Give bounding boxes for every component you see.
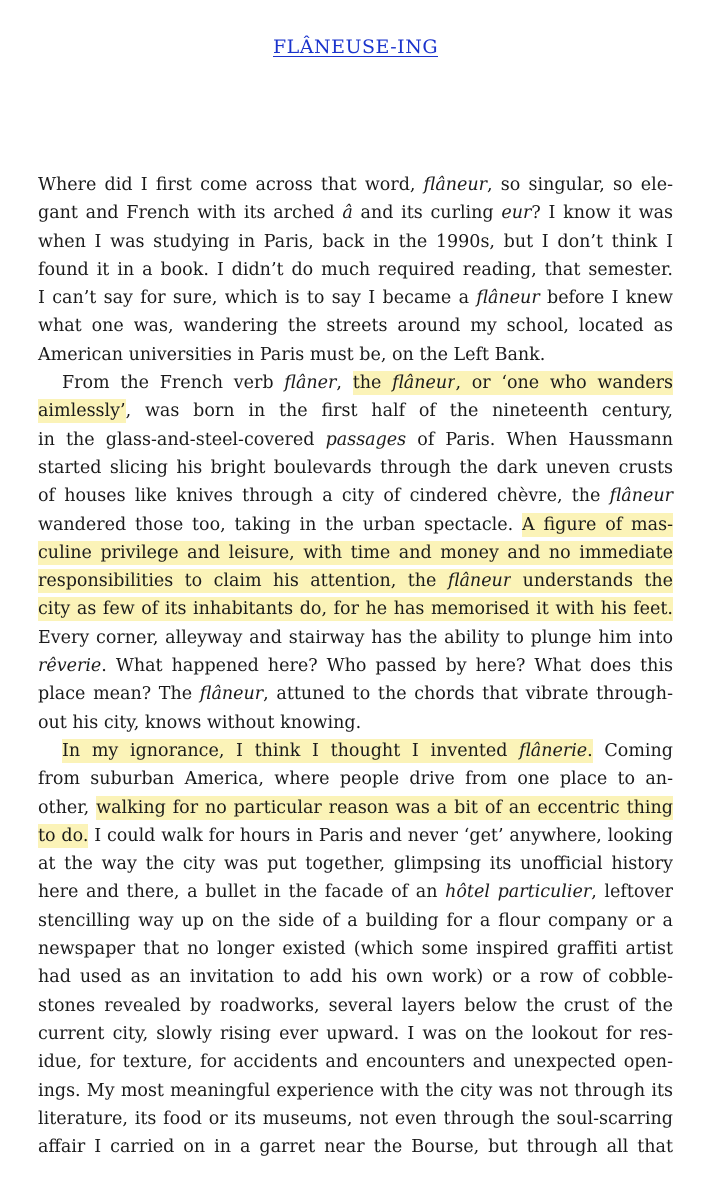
text-line (38, 709, 673, 737)
highlighted-text[interactable]: responsibilities to claim his attention, the (38, 571, 448, 592)
text-line (38, 511, 673, 539)
text-line (38, 1133, 673, 1161)
text-segment: From the French verb (62, 373, 285, 394)
text-segment: wandered those too, taking in the urban spectacle. (38, 514, 523, 535)
text-line (38, 680, 673, 708)
text-line (38, 341, 673, 369)
text-segment: and its curling (352, 203, 502, 224)
text-segment: started slicing his bright boulevards through the dark uneven crusts (38, 457, 673, 478)
text-line (38, 312, 673, 340)
highlighted-text[interactable]: . (587, 740, 593, 761)
highlighted-text[interactable]: A figure of mas- (522, 514, 673, 535)
text-line (38, 963, 673, 991)
text-segment: I can’t say for sure, which is to say I became a (38, 288, 477, 309)
text-line (38, 369, 673, 397)
text-segment: I could walk for hours in Paris and never ‘get’ anywhere, looking (88, 825, 674, 846)
text-segment: at the way the city was put together, glimpsing its unofficial history (38, 854, 673, 875)
italic-text: â (342, 203, 353, 224)
text-line (38, 737, 673, 765)
text-segment: when I was studying in Paris, back in the 1990s, but I don’t think I (38, 231, 673, 252)
highlighted-text[interactable]: understands the (511, 571, 673, 592)
text-segment: stones revealed by roadworks, several layers below the crust of the (38, 995, 673, 1016)
highlighted-text[interactable]: In my ignorance, I think I thought I invented (62, 740, 520, 761)
text-line (38, 539, 673, 567)
text-line (38, 284, 673, 312)
text-segment: . What happened here? Who passed by here? What does this (101, 656, 673, 677)
text-segment: in the glass-and-steel-covered (38, 429, 326, 450)
text-segment: affair I carried on in a garret near the Bourse, but through all that (38, 1137, 673, 1158)
text-line (38, 1020, 673, 1048)
highlighted-italic-text[interactable]: flânerie (519, 740, 588, 761)
text-segment: current city, slowly rising ever upward. I was on the lookout for res- (38, 1023, 673, 1044)
text-line (38, 624, 673, 652)
italic-text: flâneur (199, 684, 264, 705)
text-segment: , (336, 373, 353, 394)
text-segment: American universities in Paris must be, on the Left Bank. (38, 344, 546, 365)
text-segment: found it in a book. I didn’t do much required reading, that semester. (38, 259, 673, 280)
text-line (38, 1077, 673, 1105)
highlighted-italic-text[interactable]: flâneur (392, 373, 456, 394)
text-segment: gant and French with its arched (38, 203, 343, 224)
text-line (38, 878, 673, 906)
text-segment: , was born in the first half of the nineteenth century, (125, 401, 673, 422)
highlighted-text[interactable]: , or ‘one who wanders (455, 373, 673, 394)
highlighted-text[interactable]: walking for no particular reason was a bit of an eccentric thing (96, 797, 674, 818)
text-segment: of houses like knives through a city of cindered chèvre, the (38, 486, 610, 507)
text-segment: Every corner, alleyway and stairway has the ability to plunge him into (38, 627, 673, 648)
text-segment: of Paris. When Haussmann (406, 429, 673, 450)
italic-text: eur (501, 203, 532, 224)
text-line (38, 397, 673, 425)
text-line (38, 482, 673, 510)
text-line (38, 454, 673, 482)
highlighted-text[interactable]: the (352, 373, 393, 394)
text-segment: literature, its food or its museums, not even through the soul-scarring (38, 1108, 673, 1129)
highlighted-italic-text[interactable]: flâneur (447, 571, 512, 592)
italic-text: flâner (284, 373, 337, 394)
italic-text: flâneur (423, 175, 488, 195)
text-segment: , so singular, so ele- (487, 175, 673, 195)
text-line (38, 1048, 673, 1076)
text-line (38, 228, 673, 256)
chapter-title-text[interactable]: FLÂNEUSE-ING (273, 36, 438, 58)
text-line (38, 171, 673, 199)
text-line (38, 567, 673, 595)
text-line (38, 935, 673, 963)
text-line (38, 794, 673, 822)
text-segment: here and there, a bullet in the facade of an (38, 882, 446, 903)
text-line (38, 1105, 673, 1133)
text-segment: , attuned to the chords that vibrate through- (263, 684, 673, 705)
text-segment: place mean? The (38, 684, 200, 705)
text-line (38, 256, 673, 284)
text-segment: Coming (592, 740, 673, 761)
text-segment: ings. My most meaningful experience with the city was not through its (38, 1080, 673, 1101)
text-segment: from suburban America, where people drive from one place to an- (38, 769, 673, 790)
text-line (38, 850, 673, 878)
highlighted-text[interactable]: city as few of its inhabitants do, for he has memorised it with his feet. (38, 599, 673, 620)
text-line (38, 907, 673, 935)
text-segment: , leftover (591, 882, 674, 903)
text-line (38, 426, 673, 454)
italic-text: hôtel particulier (445, 882, 592, 903)
text-line (38, 822, 673, 850)
text-segment: had used as an invitation to add his own work) or a row of cobble- (38, 967, 673, 988)
text-line (38, 199, 673, 227)
text-line (38, 992, 673, 1020)
text-segment: newspaper that no longer existed (which some inspired graffiti artist (38, 939, 673, 960)
text-segment: Where did I first come across that word, (38, 175, 424, 195)
italic-text: passages (325, 429, 407, 450)
highlighted-text[interactable]: culine privilege and leisure, with time and money and no immediate (38, 542, 673, 563)
text-segment: stencilling way up on the side of a building for a flour company or a (38, 910, 673, 931)
text-segment: what one was, wandering the streets around my school, located as (38, 316, 673, 337)
italic-text: flâneur (476, 288, 540, 309)
highlighted-text[interactable]: to do. (38, 825, 89, 846)
italic-text: rêverie (38, 656, 102, 677)
text-segment: idue, for texture, for accidents and encounters and unexpected open- (38, 1052, 673, 1073)
text-segment: other, (38, 797, 97, 818)
text-line (38, 595, 673, 623)
text-segment: before I knew (539, 288, 674, 309)
text-segment: out his city, knows without knowing. (38, 712, 362, 733)
body-text (38, 171, 673, 1161)
text-line (38, 765, 673, 793)
chapter-title-link[interactable] (0, 36, 711, 58)
highlighted-text[interactable]: aimlessly’ (38, 401, 126, 422)
text-line (38, 652, 673, 680)
text-segment: ? I know it was (531, 203, 673, 224)
italic-text: flâneur (609, 486, 673, 507)
